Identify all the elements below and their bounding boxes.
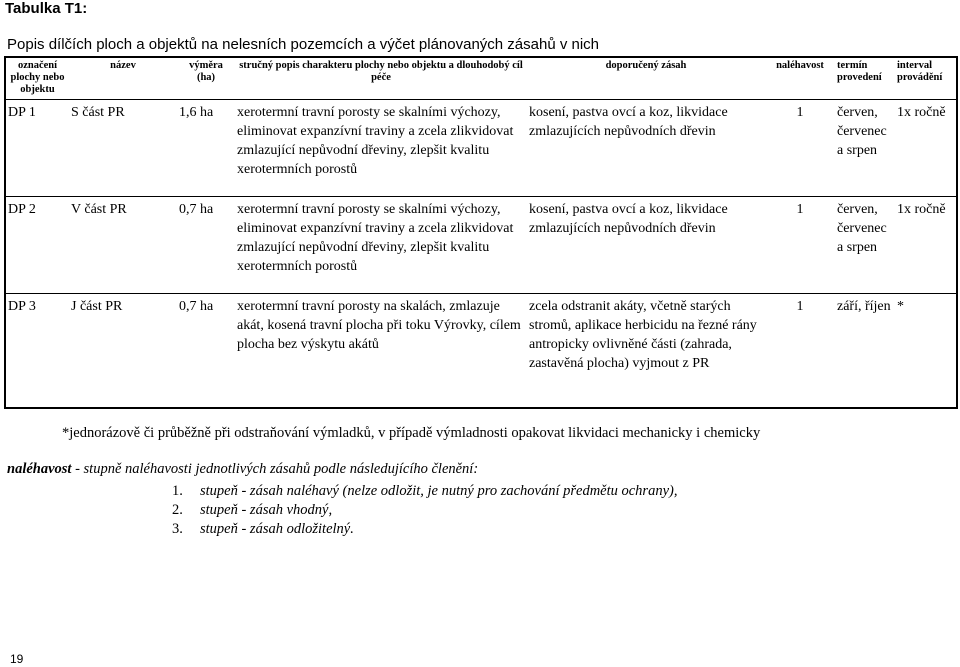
cell-zasah: zcela odstranit akáty, včetně starých stromů, aplikace herbicidu na řezné rány antropicky ovlivněné části (zahrada, zastavěná plocha) vyjmout z PR — [527, 294, 765, 408]
cell-oznaceni: DP 1 — [8, 105, 36, 120]
cell-popis: xerotermní travní porosty na skalách, zmlazuje akát, kosená travní plocha při toku Výrovky, cílem plocha bez výskytu akátů — [235, 294, 527, 408]
legend-item-text: stupeň - zásah naléhavý (nelze odložit, je nutný pro zachování předmětu ochrany), — [200, 483, 678, 499]
table-caption: Tabulka T1: — [5, 0, 88, 17]
cell-oznaceni: DP 3 — [5, 294, 69, 408]
cell-nazev: J část PR — [69, 294, 177, 408]
legend-item — [172, 483, 677, 500]
col-header-zasah: doporučený zásah — [527, 57, 765, 100]
col-header-nalehavost: naléhavost — [765, 57, 835, 100]
urgency-legend — [7, 461, 478, 478]
legend-item-number: 2. — [172, 502, 183, 518]
cell-nalehavost: 1 — [796, 105, 804, 120]
table-row — [5, 197, 957, 294]
cell-termin: září, říjen — [835, 294, 895, 408]
plan-table — [4, 56, 958, 409]
cell-nalehavost: 1 — [765, 294, 835, 408]
cell-interval: 1x ročně — [895, 197, 957, 294]
legend-term: naléhavost — [7, 461, 72, 477]
page-number: 19 — [10, 652, 24, 666]
cell-interval: 1x ročně — [897, 105, 946, 120]
cell-termin: červen, červenec a srpen — [835, 197, 895, 294]
cell-vymera: 1,6 ha — [179, 105, 214, 120]
col-header-oznaceni: označení plochy nebo objektu — [5, 57, 69, 100]
cell-popis: xerotermní travní porosty se skalními výchozy, eliminovat expanzívní traviny a zcela zlikvidovat zmlazující nepůvodní dřeviny, zlepšit kvalitu xerotermních porostů — [235, 197, 527, 294]
cell-nazev: S část PR — [71, 105, 125, 120]
table-subtitle: Popis dílčích ploch a objektů na nelesních pozemcích a výčet plánovaných zásahů v nich — [7, 36, 600, 53]
cell-zasah: kosení, pastva ovcí a koz, likvidace zmlazujících nepůvodních dřevin — [529, 105, 728, 139]
col-header-popis: stručný popis charakteru plochy nebo objektu a dlouhodobý cíl péče — [235, 57, 527, 100]
legend-item-text: stupeň - zásah odložitelný. — [200, 521, 354, 537]
col-header-termin: termín provedení — [835, 57, 895, 100]
cell-nazev: V část PR — [69, 197, 177, 294]
table-row — [5, 100, 957, 197]
cell-termin: červen, červenec a srpen — [837, 105, 887, 158]
legend-item — [172, 502, 332, 519]
cell-oznaceni: DP 2 — [5, 197, 69, 294]
legend-text: - stupně naléhavosti jednotlivých zásahů podle následujícího členění: — [71, 461, 479, 477]
col-header-nazev: název — [69, 57, 177, 100]
col-header-vymera: výměra (ha) — [177, 57, 235, 100]
legend-item-text: stupeň - zásah vhodný, — [200, 502, 333, 518]
col-header-interval: interval provádění — [895, 57, 957, 100]
legend-item-number: 3. — [172, 521, 183, 537]
cell-popis: xerotermní travní porosty se skalními výchozy, eliminovat expanzívní traviny a zcela zlikvidovat zmlazující nepůvodní dřeviny, zlepšit kvalitu xerotermních porostů — [237, 105, 514, 177]
cell-zasah: kosení, pastva ovcí a koz, likvidace zmlazujících nepůvodních dřevin — [527, 197, 765, 294]
table-row — [5, 294, 957, 408]
legend-item-number: 1. — [172, 483, 183, 499]
cell-nalehavost: 1 — [765, 197, 835, 294]
cell-interval: * — [895, 294, 957, 408]
legend-item — [172, 521, 354, 538]
table-header-row — [5, 57, 957, 100]
cell-vymera: 0,7 ha — [177, 197, 235, 294]
footnote: *jednorázově či průběžně při odstraňování výmladků, v případě výmladnosti opakovat likvidaci mechanicky i chemicky — [62, 425, 761, 441]
cell-vymera: 0,7 ha — [177, 294, 235, 408]
